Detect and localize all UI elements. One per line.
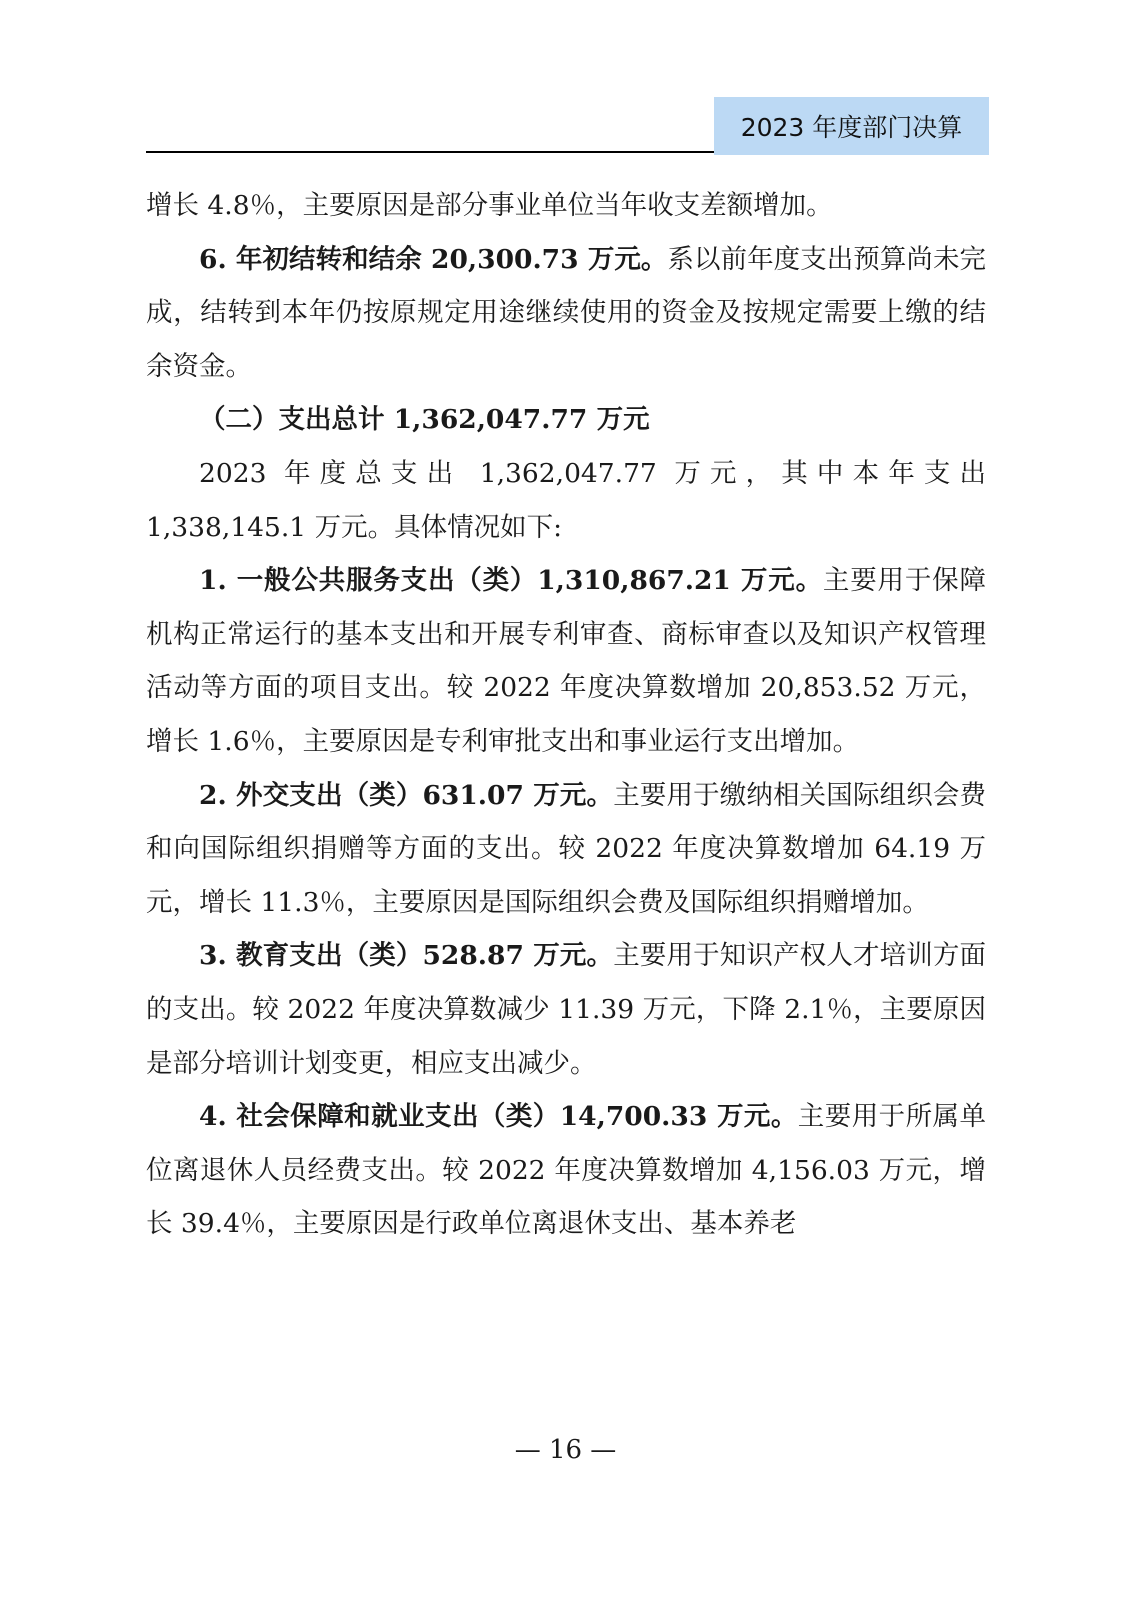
paragraph-lead: 4. 社会保障和就业支出（类）14,700.33 万元。: [199, 1101, 798, 1133]
paragraph-text: 主要用于保障机构正常运行的基本支出和开展专利审查、商标审查以及知识产权管理活动等方面的项目支出。较 2022 年度决算数增加 20,853.52 万元，增长 1.6％，主要原因是专利审批支出和事业运行支出增加。: [146, 565, 986, 757]
paragraph-continuation: 增长 4.8％，主要原因是部分事业单位当年收支差额增加。: [146, 190, 833, 221]
paragraph-lead: 3. 教育支出（类）528.87 万元。: [199, 940, 614, 972]
paragraph-expenditure-summary: 2023 年度总支出 1,362,047.77 万元，其中本年支出 1,338,145.1 万元。具体情况如下:: [146, 457, 986, 543]
paragraph-social-security: [146, 1090, 986, 1251]
paragraph-diplomacy: [146, 769, 986, 930]
paragraph-carryover-balance: [146, 233, 986, 394]
page-number: — 16 —: [514, 1435, 617, 1465]
paragraph-text: 主要用于缴纳相关国际组织会费和向国际组织捐赠等方面的支出。较 2022 年度决算数增加 64.19 万元，增长 11.3％，主要原因是国际组织会费及国际组织捐赠增加。: [146, 779, 986, 918]
paragraph-general-public-services: [146, 554, 986, 768]
paragraph-text: 系以前年度支出预算尚未完成，结转到本年仍按原规定用途继续使用的资金及按规定需要上缴的结余资金。: [146, 243, 986, 382]
section-heading-expenditure-total: （二）支出总计 1,362,047.77 万元: [199, 404, 650, 436]
header-rule: [146, 151, 714, 153]
document-body: [146, 179, 986, 1251]
paragraph-lead: 6. 年初结转和结余 20,300.73 万元。: [199, 243, 668, 275]
paragraph-lead: 2. 外交支出（类）631.07 万元。: [199, 779, 614, 811]
paragraph-lead: 1. 一般公共服务支出（类）1,310,867.21 万元。: [199, 565, 823, 597]
paragraph-text: 主要用于所属单位离退休人员经费支出。较 2022 年度决算数增加 4,156.03 万元，增长 39.4％，主要原因是行政单位离退休支出、基本养老: [146, 1101, 986, 1240]
header-title: 2023 年度部门决算: [714, 97, 989, 155]
paragraph-education: [146, 929, 986, 1090]
paragraph-text: 主要用于知识产权人才培训方面的支出。较 2022 年度决算数减少 11.39 万元，下降 2.1％，主要原因是部分培训计划变更，相应支出减少。: [146, 940, 986, 1079]
